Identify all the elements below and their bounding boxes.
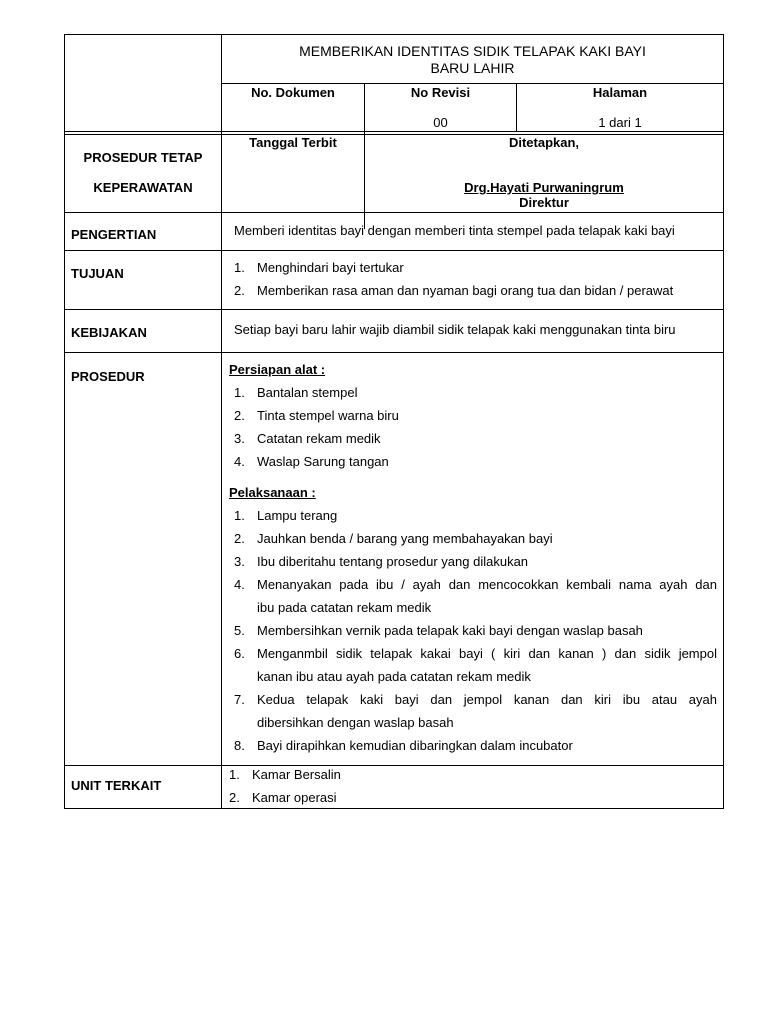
list-number: 3.	[234, 554, 245, 569]
list-text: Memberikan rasa aman dan nyaman bagi orang tua dan bidan / perawat	[257, 283, 674, 298]
sop-document	[64, 34, 724, 809]
list-text: dibersihkan dengan waslap basah	[257, 715, 454, 730]
document-title-line1: MEMBERIKAN IDENTITAS SIDIK TELAPAK KAKI BAYI	[299, 43, 646, 59]
ditetapkan-label: Ditetapkan,	[508, 135, 580, 150]
persiapan-heading: Persiapan alat :	[229, 362, 326, 377]
list-number: 5.	[234, 623, 245, 638]
prosedur-label: PROSEDUR	[71, 369, 145, 384]
pelaksanaan-heading: Pelaksanaan :	[229, 485, 316, 500]
halaman-label: Halaman	[592, 85, 648, 100]
kebijakan-text: Setiap bayi baru lahir wajib diambil sidik telapak kaki menggunakan tinta biru	[234, 322, 676, 337]
unit-terkait-label: UNIT TERKAIT	[71, 778, 162, 793]
list-text: kanan ibu atau ayah pada catatan rekam medik	[257, 669, 531, 684]
divider-title	[221, 83, 724, 84]
list-text: Catatan rekam medik	[257, 431, 381, 446]
list-text: Jauhkan benda / barang yang membahayakan bayi	[257, 531, 553, 546]
divider-prosedur	[64, 352, 724, 353]
list-number: 1.	[234, 260, 245, 275]
unit-terkait-list	[229, 763, 717, 809]
kebijakan-label: KEBIJAKAN	[71, 325, 147, 340]
list-number: 1.	[234, 508, 245, 523]
no-revisi-label: No Revisi	[410, 85, 471, 100]
divider-tujuan	[64, 250, 724, 251]
list-number: 3.	[234, 431, 245, 446]
list-text: Menanyakan pada ibu / ayah dan mencocokkan kembali nama ayah dan	[257, 577, 717, 592]
list-number: 2.	[234, 531, 245, 546]
list-text: Menghindari bayi tertukar	[257, 260, 404, 275]
list-number: 1.	[229, 767, 240, 782]
keperawatan-label: KEPERAWATAN	[93, 180, 193, 195]
list-number: 2.	[234, 283, 245, 298]
no-dokumen-label: No. Dokumen	[251, 85, 335, 100]
signer-title: Direktur	[519, 195, 569, 210]
list-number: 6.	[234, 646, 245, 661]
list-text: Ibu diberitahu tentang prosedur yang dilakukan	[257, 554, 529, 569]
persiapan-list	[234, 381, 717, 475]
list-number: 2.	[229, 790, 240, 805]
document-title-line2: BARU LAHIR	[430, 60, 515, 76]
list-text: Tinta stempel warna biru	[257, 408, 399, 423]
list-number: 7.	[234, 692, 245, 707]
list-text: Kedua telapak kaki bayi dan jempol kanan dan kiri ibu atau ayah	[257, 692, 717, 707]
divider-pengertian	[64, 212, 724, 213]
prosedur-tetap-label: PROSEDUR TETAP	[83, 150, 203, 165]
list-text: Waslap Sarung tangan	[257, 454, 389, 469]
pengertian-label: PENGERTIAN	[71, 227, 157, 242]
list-text: ibu pada catatan rekam medik	[257, 600, 432, 615]
signer-name: Drg.Hayati Purwaningrum	[464, 180, 624, 195]
list-text: Kamar operasi	[252, 790, 337, 805]
no-revisi-value: 00	[433, 115, 448, 130]
divider-header-1	[64, 131, 724, 132]
tujuan-label: TUJUAN	[71, 266, 124, 281]
list-number: 1.	[234, 385, 245, 400]
border-top	[64, 34, 724, 35]
list-number: 4.	[234, 454, 245, 469]
pelaksanaan-list	[234, 504, 717, 759]
tanggal-terbit-label: Tanggal Terbit	[249, 135, 337, 150]
list-text: Bayi dirapihkan kemudian dibaringkan dalam incubator	[257, 738, 573, 753]
list-number: 4.	[234, 577, 245, 592]
list-text: Menganmbil sidik telapak kakai bayi ( kiri dan kanan ) dan sidik jempol	[257, 646, 717, 661]
list-text: Kamar Bersalin	[252, 767, 341, 782]
halaman-value: 1 dari 1	[598, 115, 642, 130]
border-right	[723, 34, 724, 809]
list-text: Lampu terang	[257, 508, 338, 523]
divider-kebijakan	[64, 309, 724, 310]
list-number: 2.	[234, 408, 245, 423]
list-number: 8.	[234, 738, 245, 753]
list-text: Bantalan stempel	[257, 385, 358, 400]
list-text: Membersihkan vernik pada telapak kaki bayi dengan waslap basah	[257, 623, 643, 638]
tujuan-list	[234, 256, 717, 306]
pengertian-text: Memberi identitas bayi dengan memberi tinta stempel pada telapak kaki bayi	[234, 223, 675, 238]
